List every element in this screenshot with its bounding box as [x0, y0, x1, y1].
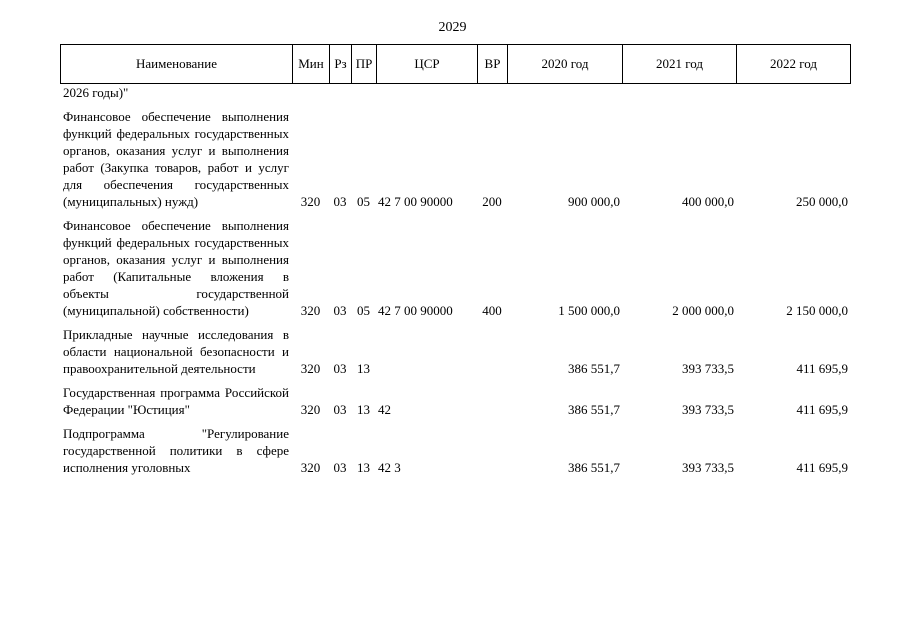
column-header-rz: Рз [330, 45, 352, 84]
budget-table-header [60, 44, 851, 84]
header-row [61, 45, 851, 84]
row-name: Государственная программа Российской Федерации "Юстиция" [63, 385, 289, 417]
row-csr [376, 326, 477, 377]
row-2021: 2 000 000,0 [672, 303, 734, 318]
row-rz: 03 [333, 460, 347, 475]
row-pr: 05 [357, 303, 370, 318]
row-vr: 400 [482, 303, 502, 318]
row-2021: 393 733,5 [682, 460, 734, 475]
row-name: Финансовое обеспечение выполнения функций федеральных государственных органов, оказания услуг и выполнения работ (Закупка товаров, работ и услуг для обеспечения государственных (муниципальных) нужд) [63, 109, 289, 209]
row-rz: 03 [333, 402, 347, 417]
row-rz: 03 [333, 303, 347, 318]
row-name: 2026 годы)" [63, 85, 129, 100]
row-rz: 03 [333, 361, 347, 376]
row-pr: 13 [357, 402, 370, 417]
row-min [292, 84, 329, 101]
row-csr: 42 7 00 90000 [378, 303, 453, 318]
page-number: 2029 [438, 20, 467, 35]
row-2022: 2 150 000,0 [786, 303, 848, 318]
row-2021: 400 000,0 [682, 194, 734, 209]
row-2020: 900 000,0 [568, 194, 620, 209]
column-header-csr: ЦСР [377, 45, 478, 84]
row-name: Прикладные научные исследования в области национальной безопасности и правоохранительной деятельности [63, 327, 289, 376]
row-2022 [736, 84, 850, 101]
row-2020: 386 551,7 [568, 361, 620, 376]
row-pr: 13 [357, 460, 370, 475]
table-row [60, 84, 850, 101]
row-vr [477, 384, 507, 418]
row-csr: 42 3 [378, 460, 401, 475]
row-pr: 13 [357, 361, 370, 376]
row-rz [329, 84, 351, 101]
column-header-vr: ВР [478, 45, 508, 84]
column-header-2020: 2020 год [508, 45, 623, 84]
row-2020: 1 500 000,0 [558, 303, 620, 318]
budget-table-body [60, 84, 850, 476]
column-header-2022: 2022 год [737, 45, 851, 84]
row-2021 [622, 84, 736, 101]
row-csr: 42 7 00 90000 [378, 194, 453, 209]
table-row [60, 217, 850, 319]
column-header-name: Наименование [61, 45, 293, 84]
column-header-min: Мин [293, 45, 330, 84]
row-csr [376, 84, 477, 101]
row-vr: 200 [482, 194, 502, 209]
row-2022: 250 000,0 [796, 194, 848, 209]
row-2020: 386 551,7 [568, 402, 620, 417]
row-csr: 42 [378, 402, 391, 417]
row-2021: 393 733,5 [682, 402, 734, 417]
table-row [60, 425, 850, 476]
row-min: 320 [300, 303, 321, 318]
row-2021: 393 733,5 [682, 361, 734, 376]
column-header-pr: ПР [352, 45, 377, 84]
row-name: Финансовое обеспечение выполнения функций федеральных государственных органов, оказания услуг и выполнения работ (Капитальные вложения в объекты государственной (муниципальной) собственности) [63, 218, 289, 318]
row-min: 320 [300, 194, 321, 209]
row-min: 320 [300, 460, 321, 475]
row-min: 320 [300, 361, 321, 376]
row-2020: 386 551,7 [568, 460, 620, 475]
row-min: 320 [300, 402, 321, 417]
row-vr [477, 326, 507, 377]
column-header-2021: 2021 год [623, 45, 737, 84]
row-pr [351, 84, 376, 101]
row-2020 [507, 84, 622, 101]
row-2022: 411 695,9 [796, 402, 848, 417]
row-name: Подпрограмма "Регулирование государственной политики в сфере исполнения уголовных [63, 426, 289, 475]
row-pr: 05 [357, 194, 370, 209]
row-2022: 411 695,9 [796, 361, 848, 376]
row-vr [477, 425, 507, 476]
table-row [60, 326, 850, 377]
table-row [60, 384, 850, 418]
table-row [60, 108, 850, 210]
row-rz: 03 [333, 194, 347, 209]
row-vr [477, 84, 507, 101]
row-2022: 411 695,9 [796, 460, 848, 475]
